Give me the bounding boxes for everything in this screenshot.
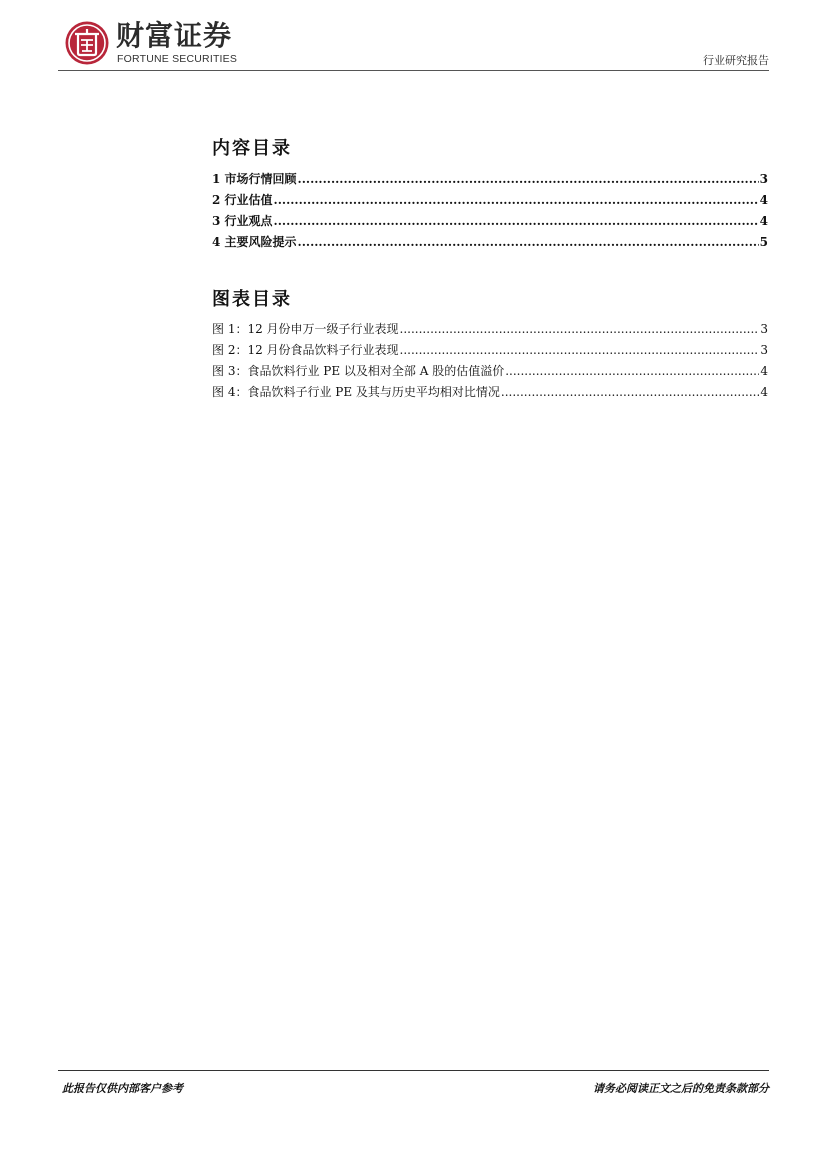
toc-item-page: 4 [759, 214, 768, 228]
figure-item-page: 4 [760, 385, 768, 399]
toc-item-page: 5 [759, 235, 768, 249]
toc-item[interactable] [212, 191, 768, 212]
figure-item-label: 图 3：食品饮料行业 PE 以及相对全部 A 股的估值溢价 [212, 364, 505, 378]
toc-leader-dots [274, 193, 759, 207]
toc-leader-dots [298, 235, 759, 249]
toc-leader-dots [298, 172, 759, 186]
footer-disclaimer-right: 请务必阅读正文之后的免责条款部分 [593, 1082, 769, 1095]
toc-leader-dots [274, 214, 759, 228]
toc-item-label: 4 主要风险提示 [212, 235, 297, 249]
figure-leader-dots [400, 322, 760, 336]
toc-item[interactable] [212, 233, 768, 254]
figure-leader-dots [501, 385, 759, 399]
toc-list [212, 170, 768, 254]
figure-item-page: 3 [760, 343, 768, 357]
footer-divider [58, 1070, 769, 1071]
figure-leader-dots [505, 364, 759, 378]
toc-item[interactable] [212, 170, 768, 191]
toc-item-label: 1 市场行情回顾 [212, 172, 297, 186]
logo-english-name: FORTUNE SECURITIES [117, 53, 238, 65]
fortune-seal-icon [64, 20, 110, 66]
company-logo [64, 18, 244, 70]
logo-chinese-name: 财富证券 [116, 19, 233, 52]
toc-title: 内容目录 [212, 138, 292, 159]
figure-list [212, 320, 768, 404]
report-type: 行业研究报告 [703, 54, 769, 67]
toc-item-label: 3 行业观点 [212, 214, 273, 228]
figure-item[interactable] [212, 383, 768, 404]
figure-list-title: 图表目录 [212, 289, 292, 310]
footer-disclaimer-left: 此报告仅供内部客户参考 [62, 1082, 183, 1095]
toc-item-page: 3 [759, 172, 768, 186]
toc-item-page: 4 [759, 193, 768, 207]
figure-item[interactable] [212, 320, 768, 341]
figure-item-label: 图 2：12 月份食品饮料子行业表现 [212, 343, 399, 357]
figure-item[interactable] [212, 362, 768, 383]
figure-item-label: 图 1：12 月份申万一级子行业表现 [212, 322, 399, 336]
figure-leader-dots [400, 343, 760, 357]
header-divider [58, 70, 769, 71]
toc-item[interactable] [212, 212, 768, 233]
toc-item-label: 2 行业估值 [212, 193, 273, 207]
figure-item[interactable] [212, 341, 768, 362]
figure-item-label: 图 4：食品饮料子行业 PE 及其与历史平均相对比情况 [212, 385, 500, 399]
figure-item-page: 3 [760, 322, 768, 336]
figure-item-page: 4 [760, 364, 768, 378]
